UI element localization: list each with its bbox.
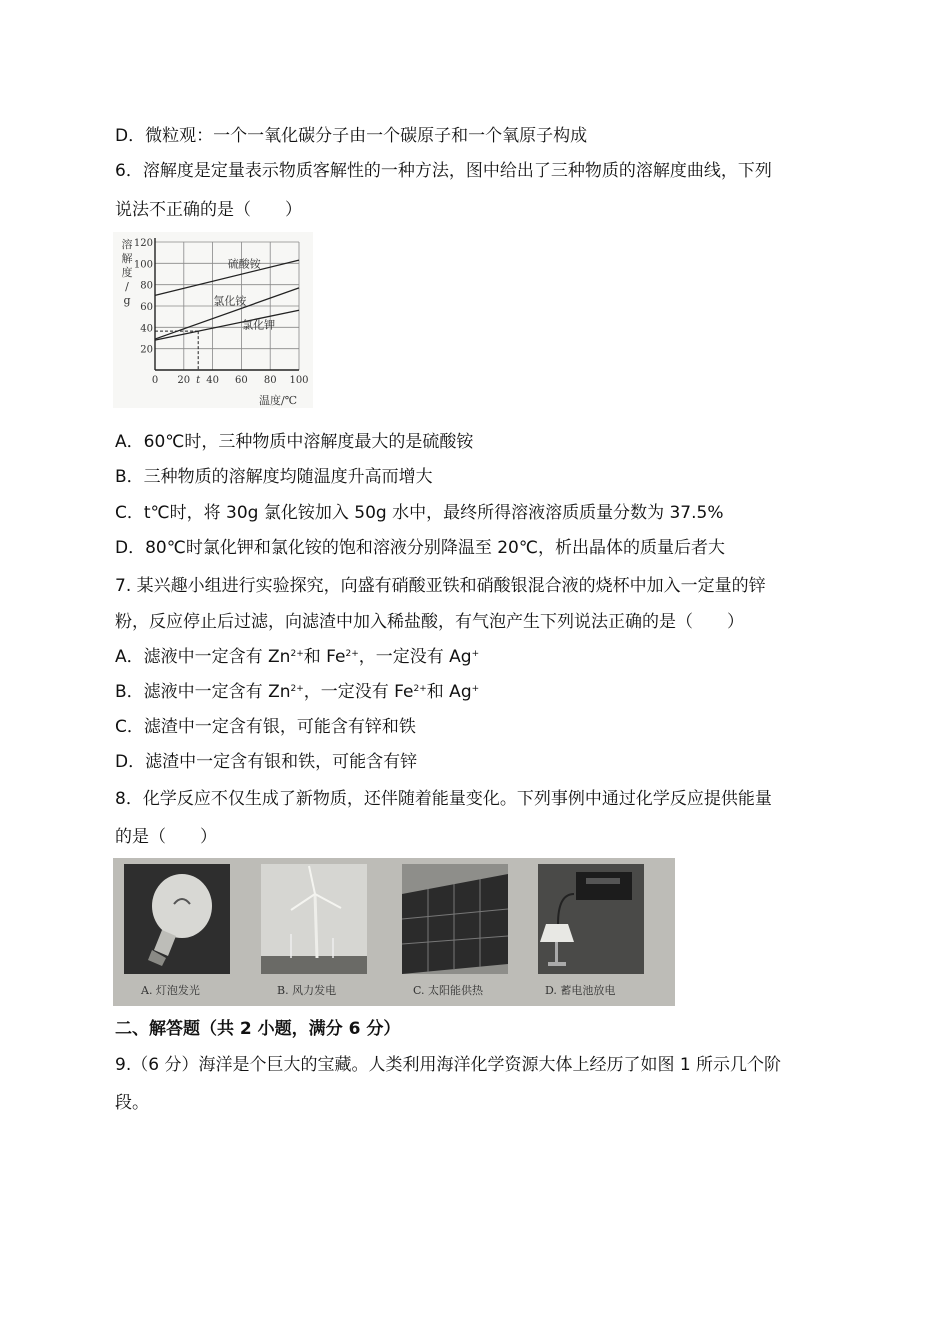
- question-8-stem-line-1: 8．化学反应不仅生成了新物质，还伴随着能量变化。下列事例中通过化学反应提供能量: [115, 789, 772, 809]
- question-6-option-b: B．三种物质的溶解度均随温度升高而增大: [115, 467, 433, 487]
- question-8-stem-line-2: 的是（ ）: [115, 827, 217, 847]
- caption-d: D. 蓄电池放电: [545, 984, 616, 997]
- x-tick-label: 100: [289, 375, 309, 386]
- solubility-chart-svg: [113, 232, 313, 408]
- zinc-ion-charge: 2+: [290, 649, 304, 659]
- x-tick-label: 60: [235, 375, 248, 386]
- x-axis-label: 温度/℃: [258, 394, 297, 407]
- y-tick-label: 40: [140, 323, 153, 335]
- caption-b: B. 风力发电: [277, 984, 337, 997]
- battery-lamp-icon: [538, 864, 644, 974]
- question-7-stem-line-2: 粉，反应停止后过滤，向滤渣中加入稀盐酸，有气泡产生下列说法正确的是（ ）: [115, 612, 744, 632]
- question-7-option-c: C．滤渣中一定含有银，可能含有锌和铁: [115, 717, 416, 737]
- iron-ion-charge: 2+: [413, 684, 427, 694]
- y-axis-label-char: 度: [121, 266, 133, 279]
- y-tick-label: 120: [133, 238, 153, 249]
- y-axis-label-char: /: [125, 280, 129, 293]
- question-6-stem-line-2: 说法不正确的是（ ）: [115, 200, 302, 220]
- y-axis-label-char: 解: [121, 252, 133, 265]
- option-b-text-1: B．滤液中一定含有 Zn: [115, 682, 291, 702]
- light-bulb-icon: [124, 864, 230, 974]
- solar-panel-icon: [402, 864, 508, 974]
- option-a-text-2: 和 Fe: [303, 647, 346, 667]
- x-tick-label: 20: [177, 375, 191, 386]
- photo-wind-turbine: [261, 864, 367, 974]
- question-7-stem-line-1: 7. 某兴趣小组进行实验探究，向盛有硝酸亚铁和硝酸银混合液的烧杯中加入一定量的锌: [115, 576, 766, 596]
- y-tick-label: 60: [140, 302, 153, 313]
- iron-ion-charge: 2+: [345, 649, 359, 659]
- question-7-option-a: [115, 646, 479, 668]
- photo-solar-panel: [402, 864, 508, 974]
- photo-battery-lamp: [538, 864, 644, 974]
- question-7-option-b: [115, 681, 479, 703]
- x-tick-label: t: [196, 375, 201, 386]
- energy-photo-strip: [113, 858, 675, 1006]
- y-axis-label-char: 溶: [121, 238, 133, 251]
- question-6-option-a: A．60℃时，三种物质中溶解度最大的是硫酸铵: [115, 432, 474, 452]
- solubility-chart: [113, 232, 313, 408]
- y-axis-label-char: g: [123, 294, 131, 307]
- silver-ion-charge: +: [471, 649, 480, 659]
- photo-light-bulb: [124, 864, 230, 974]
- question-9-stem-line-1: 9.（6 分）海洋是个巨大的宝藏。人类利用海洋化学资源大体上经历了如图 1 所示几个阶: [115, 1055, 782, 1075]
- x-tick-label: 0: [151, 375, 159, 386]
- x-tick-label: 80: [263, 375, 277, 386]
- zinc-ion-charge: 2+: [290, 684, 304, 694]
- question-5-option-d: D．微粒观：一个一氧化碳分子由一个碳原子和一个氧原子构成: [115, 126, 588, 146]
- series-label: 氯化钾: [242, 318, 276, 332]
- question-6-option-c: C．t℃时，将 30g 氯化铵加入 50g 水中，最终所得溶液溶质质量分数为 37.5%: [115, 503, 724, 523]
- option-b-text-2: ，一定没有 Fe: [303, 682, 414, 702]
- y-tick-label: 20: [140, 344, 153, 356]
- option-a-text-3: ，一定没有 Ag: [358, 647, 472, 667]
- section-2-heading: 二、解答题（共 2 小题，满分 6 分）: [115, 1019, 401, 1039]
- question-6-option-d: D．80℃时氯化钾和氯化铵的饱和溶液分别降温至 20℃，析出晶体的质量后者大: [115, 538, 725, 558]
- y-tick-label: 80: [140, 280, 153, 292]
- series-label: 硫酸铵: [227, 257, 261, 271]
- series-line: [155, 310, 299, 340]
- y-tick-label: 100: [133, 259, 153, 271]
- question-9-stem-line-2: 段。: [115, 1093, 149, 1113]
- caption-c: C. 太阳能供热: [413, 984, 484, 997]
- silver-ion-charge: +: [471, 684, 480, 694]
- x-tick-label: 40: [206, 375, 219, 386]
- question-7-option-d: D．滤渣中一定含有银和铁，可能含有锌: [115, 752, 418, 772]
- question-6-stem-line-1: 6．溶解度是定量表示物质客解性的一种方法，图中给出了三种物质的溶解度曲线，下列: [115, 161, 772, 181]
- caption-a: A. 灯泡发光: [141, 984, 200, 997]
- option-b-text-3: 和 Ag: [426, 682, 472, 702]
- wind-turbine-icon: [261, 864, 367, 974]
- series-label: 氯化铵: [213, 294, 247, 308]
- option-a-text-1: A．滤液中一定含有 Zn: [115, 647, 291, 667]
